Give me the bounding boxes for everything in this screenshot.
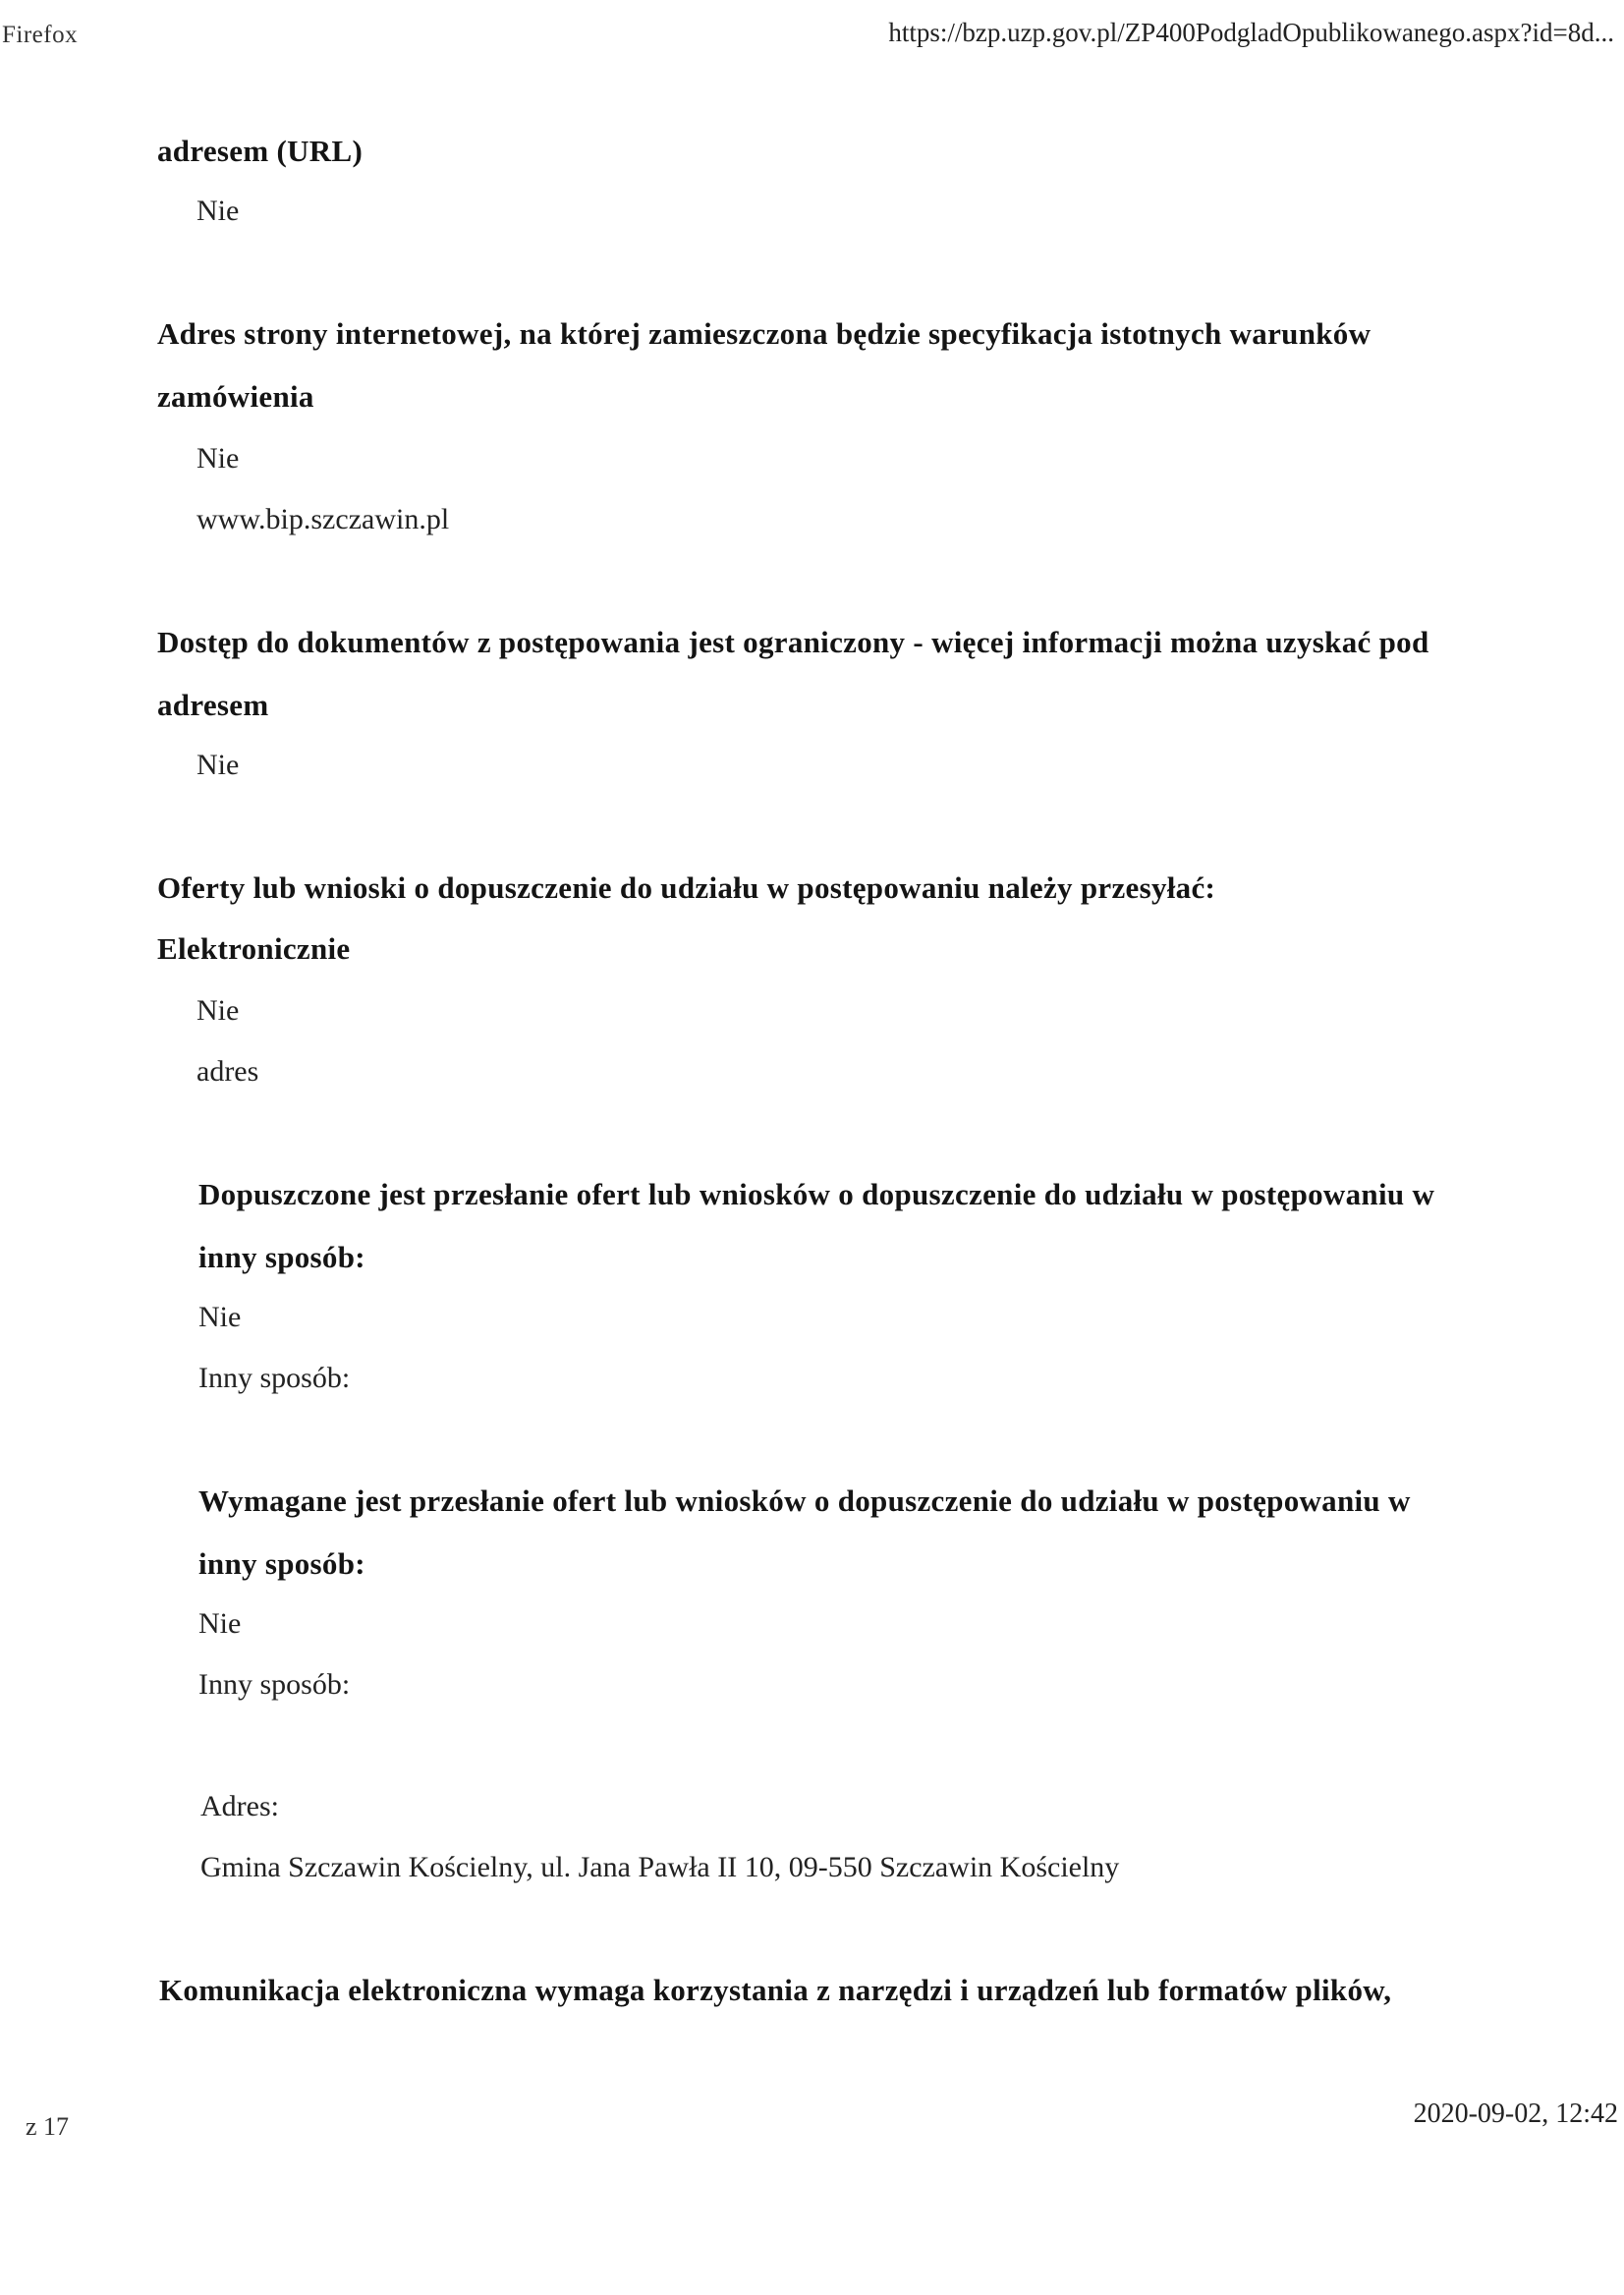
- section-value: Nie: [196, 442, 240, 475]
- section-heading: Dostęp do dokumentów z postępowania jest ograniczony - więcej informacji można uzyskać pod: [157, 625, 1429, 659]
- section-value: Nie: [198, 1607, 242, 1640]
- print-timestamp: 2020-09-02, 12:42: [1413, 2099, 1618, 2129]
- other-method-label: Inny sposób:: [198, 1362, 351, 1394]
- section-value: Nie: [198, 1301, 242, 1333]
- institution-address: Gmina Szczawin Kościelny, ul. Jana Pawła II 10, 09-550 Szczawin Kościelny: [200, 1851, 1120, 1883]
- address-label: adres: [196, 1055, 259, 1088]
- other-method-label: Inny sposób:: [198, 1668, 351, 1701]
- subsection-heading-cont: inny sposób:: [198, 1240, 365, 1274]
- section-value: Nie: [196, 749, 240, 781]
- section-heading-cont: Elektronicznie: [157, 931, 351, 966]
- section-heading-cont: zamówienia: [157, 379, 314, 414]
- section-heading: Komunikacja elektroniczna wymaga korzystania z narzędzi i urządzeń lub formatów plików,: [159, 1973, 1392, 2007]
- website-url: www.bip.szczawin.pl: [196, 503, 450, 535]
- address-label: Adres:: [200, 1790, 279, 1822]
- section-value: Nie: [196, 994, 240, 1027]
- page-url: https://bzp.uzp.gov.pl/ZP400PodgladOpublikowanego.aspx?id=8d...: [888, 18, 1614, 47]
- section-heading: adresem (URL): [157, 134, 364, 168]
- section-heading: Adres strony internetowej, na której zamieszczona będzie specyfikacja istotnych warunków: [157, 316, 1372, 351]
- section-value: Nie: [196, 195, 240, 227]
- browser-label: Firefox: [2, 22, 79, 48]
- section-heading: Oferty lub wnioski o dopuszczenie do udziału w postępowaniu należy przesyłać:: [157, 870, 1216, 905]
- subsection-heading: Dopuszczone jest przesłanie ofert lub wniosków o dopuszczenie do udziału w postępowaniu w: [198, 1177, 1435, 1211]
- subsection-heading-cont: inny sposób:: [198, 1546, 365, 1581]
- subsection-heading: Wymagane jest przesłanie ofert lub wniosków o dopuszczenie do udziału w postępowaniu w: [198, 1483, 1411, 1518]
- section-heading-cont: adresem: [157, 688, 269, 722]
- page-count: z 17: [26, 2112, 70, 2141]
